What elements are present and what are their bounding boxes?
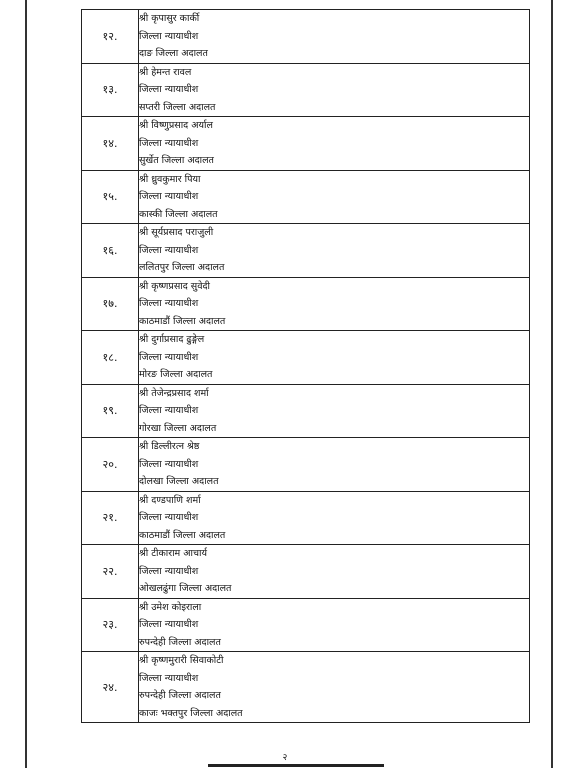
serial-number: २४. [82,652,139,723]
serial-number: २२. [82,545,139,599]
judge-court: काठमाडौं जिल्ला अदालत [139,315,226,327]
judges-table [81,9,530,723]
judge-court: ओखलढुंगा जिल्ला अदालत [139,583,232,594]
judge-name: श्री डिल्लीरत्न श्रेष्ठ [139,441,200,452]
judge-court: मोरङ जिल्ला अदालत [139,369,213,380]
judge-court: गोरखा जिल्ला अदालत [139,422,217,434]
table-row [82,10,530,64]
judge-court: रुपन्देही जिल्ला अदालत [139,636,221,648]
serial-number: २१. [82,491,139,545]
judge-info [139,598,530,652]
judge-post: जिल्ला न्यायाधीश [139,458,199,470]
footer-rule [208,764,384,767]
table-row [82,117,530,171]
page-border-right [551,0,553,768]
serial-number: १६. [82,224,139,278]
judge-post: जिल्ला न्यायाधीश [139,298,199,309]
judge-name: श्री उमेश कोइराला [139,601,202,613]
judge-court: काठमाडौं जिल्ला अदालत [139,529,226,541]
table-row [82,384,530,438]
table-row [82,277,530,331]
judge-court: कास्की जिल्ला अदालत [139,208,218,220]
serial-number: १९. [82,384,139,438]
judge-info [139,117,530,171]
judge-name: श्री दुर्गाप्रसाद ढुङ्गेल [139,334,205,345]
judge-name: श्री टीकाराम आचार्य [139,548,207,559]
serial-number: १७. [82,277,139,331]
serial-number: १८. [82,331,139,385]
judge-info [139,545,530,599]
judge-name: श्री सूर्यप्रसाद पराजुली [139,227,214,238]
serial-number: १५. [82,170,139,224]
judge-info [139,224,530,278]
judge-name: श्री दण्डपाणि शर्मा [139,494,201,506]
table-row [82,438,530,492]
judge-name: श्री कृष्णप्रसाद सुवेदी [139,280,210,292]
judge-court: सुर्खेत जिल्ला अदालत [139,155,214,166]
judge-post: जिल्ला न्यायाधीश [139,619,199,630]
judge-court: सप्तरी जिल्ला अदालत [139,101,216,113]
table-row [82,331,530,385]
judge-court: रुपन्देही जिल्ला अदालत [139,690,221,701]
judge-name: श्री विष्णुप्रसाद अर्याल [139,120,213,131]
judge-post: जिल्ला न्यायाधीश [139,244,199,256]
judge-info [139,331,530,385]
judge-post: जिल्ला न्यायाधीश [139,351,199,363]
judge-post: जिल्ला न्यायाधीश [139,672,199,684]
judge-info [139,384,530,438]
judge-court: दाङ जिल्ला अदालत [139,48,208,59]
page-number: २ [282,753,288,763]
judge-info [139,652,530,723]
judge-info [139,170,530,224]
judge-info [139,438,530,492]
table-row [82,598,530,652]
serial-number: १४. [82,117,139,171]
judge-post: जिल्ला न्यायाधीश [139,191,199,202]
judge-court: ललितपुर जिल्ला अदालत [139,262,225,273]
judge-acting-court: काजः भक्तपुर जिल्ला अदालत [139,707,243,719]
judge-name: श्री हेमन्त रावल [139,66,192,78]
judge-name: श्री ध्रुवकुमार पिया [139,173,201,185]
judge-post: जिल्ला न्यायाधीश [139,30,199,42]
judge-post: जिल्ला न्यायाधीश [139,84,199,95]
table-row [82,491,530,545]
judge-post: जिल्ला न्यायाधीश [139,512,199,523]
judge-name: श्री तेजेन्द्रप्रसाद शर्मा [139,387,209,399]
table-row [82,224,530,278]
table-row [82,170,530,224]
serial-number: २०. [82,438,139,492]
serial-number: १३. [82,63,139,117]
table-row [82,63,530,117]
judge-court: दोलखा जिल्ला अदालत [139,476,219,487]
judge-name: श्री कृपासुर कार्की [139,13,200,24]
judge-name: श्री कृष्णमुरारी सिवाकोटी [139,655,224,666]
serial-number: २३. [82,598,139,652]
serial-number: १२. [82,10,139,64]
judge-info [139,491,530,545]
table-row [82,545,530,599]
judge-post: जिल्ला न्यायाधीश [139,565,199,577]
page-border-left [25,0,27,768]
judge-info [139,63,530,117]
judge-post: जिल्ला न्यायाधीश [139,137,199,149]
table-row [82,652,530,723]
judge-post: जिल्ला न्यायाधीश [139,405,199,416]
judge-info [139,277,530,331]
judge-info [139,10,530,64]
